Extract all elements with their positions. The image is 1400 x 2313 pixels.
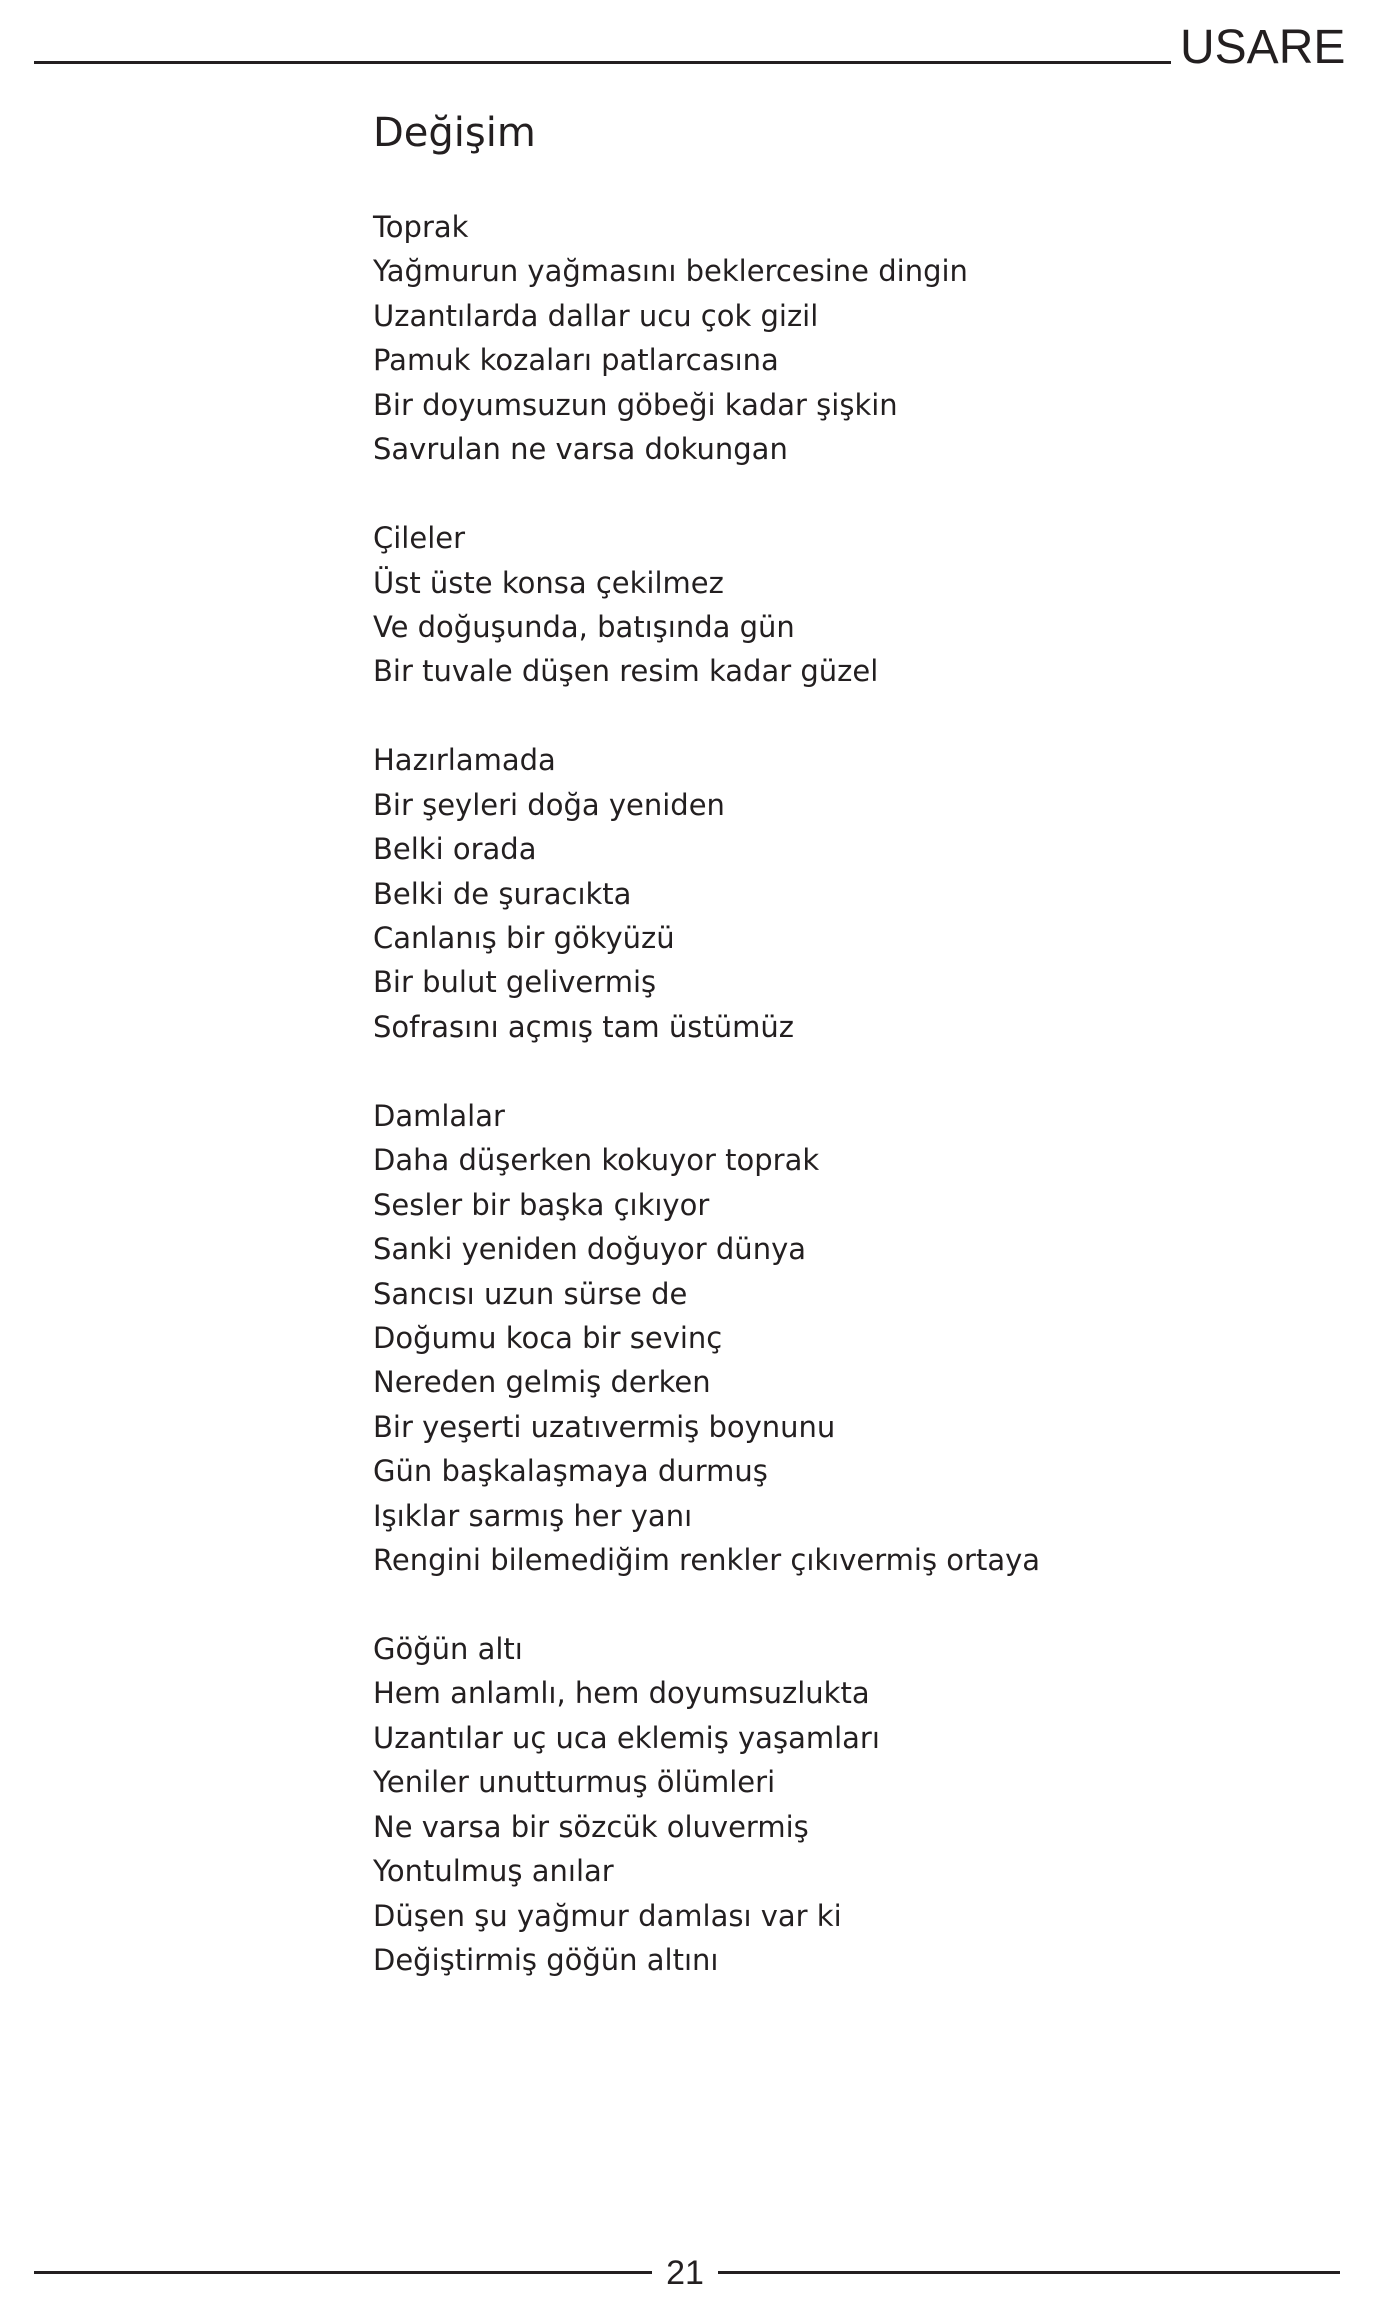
poem-title: Değişim [373, 110, 536, 156]
poem-line: Damlalar [373, 1098, 505, 1133]
poem-line: Savrulan ne varsa dokungan [373, 432, 788, 467]
poem-line: Hazırlamada [373, 743, 556, 778]
poem-line: Canlanış bir gökyüzü [373, 921, 675, 955]
poem-line: Nereden gelmiş derken [373, 1365, 711, 1400]
poem-line: Sancısı uzun sürse de [373, 1276, 688, 1311]
poem-line: Ve doğuşunda, batışında gün [373, 609, 795, 644]
poem-line: Yağmurun yağmasını beklercesine dingin [373, 254, 968, 289]
header-rule [34, 61, 1171, 64]
poem-line: Işıklar sarmış her yanı [373, 1498, 693, 1533]
poem-line: Sofrasını açmış tam üstümüz [373, 1009, 794, 1044]
stanza-break [373, 1049, 1273, 1093]
poem-line: Bir şeyleri doğa yeniden [373, 787, 725, 822]
poem-line: Toprak [373, 210, 469, 244]
stanza-break [373, 472, 1273, 516]
poem-line: Belki de şuracıkta [373, 876, 632, 911]
page-number: 21 [666, 2254, 704, 2292]
poem-line: Pamuk kozaları patlarcasına [373, 343, 779, 378]
poem-line: Ne varsa bir sözcük oluvermiş [373, 1809, 809, 1844]
poem-line: Gün başkalaşmaya durmuş [373, 1454, 768, 1489]
poem-line: Uzantılarda dallar ucu çok gizil [373, 298, 819, 333]
poem-line: Sanki yeniden doğuyor dünya [373, 1232, 807, 1267]
poem-line: Belki orada [373, 832, 537, 867]
poem-line: Hem anlamlı, hem doyumsuzlukta [373, 1676, 870, 1711]
poem-line: Üst üste konsa çekilmez [373, 565, 724, 600]
running-header: USARE [1180, 21, 1346, 74]
poem-line: Göğün altı [373, 1632, 523, 1666]
poem-line: Düşen şu yağmur damlası var ki [373, 1898, 842, 1933]
poem-line: Uzantılar uç uca eklemiş yaşamları [373, 1720, 880, 1755]
poem-line: Yontulmuş anılar [373, 1854, 614, 1889]
poem-line: Değiştirmiş göğün altını [373, 1943, 719, 1978]
stanza-break [373, 694, 1273, 738]
poem-line: Doğumu koca bir sevinç [373, 1320, 723, 1355]
footer-rule-right [718, 2271, 1340, 2274]
poem-line: Yeniler unutturmuş ölümleri [373, 1765, 776, 1800]
poem-line: Sesler bir başka çıkıyor [373, 1187, 710, 1222]
footer-rule-left [34, 2271, 652, 2274]
poem-body [373, 205, 1273, 1983]
poem-line: Bir bulut gelivermiş [373, 965, 657, 1000]
poem-line: Bir tuvale düşen resim kadar güzel [373, 654, 879, 689]
poem-line: Bir doyumsuzun göbeği kadar şişkin [373, 387, 898, 422]
poem-line: Çileler [373, 521, 466, 556]
stanza-break [373, 1583, 1273, 1627]
poem-line: Bir yeşerti uzatıvermiş boynunu [373, 1409, 836, 1444]
poem-line: Daha düşerken kokuyor toprak [373, 1143, 820, 1178]
poem-line: Rengini bilemediğim renkler çıkıvermiş ortaya [373, 1543, 1041, 1578]
